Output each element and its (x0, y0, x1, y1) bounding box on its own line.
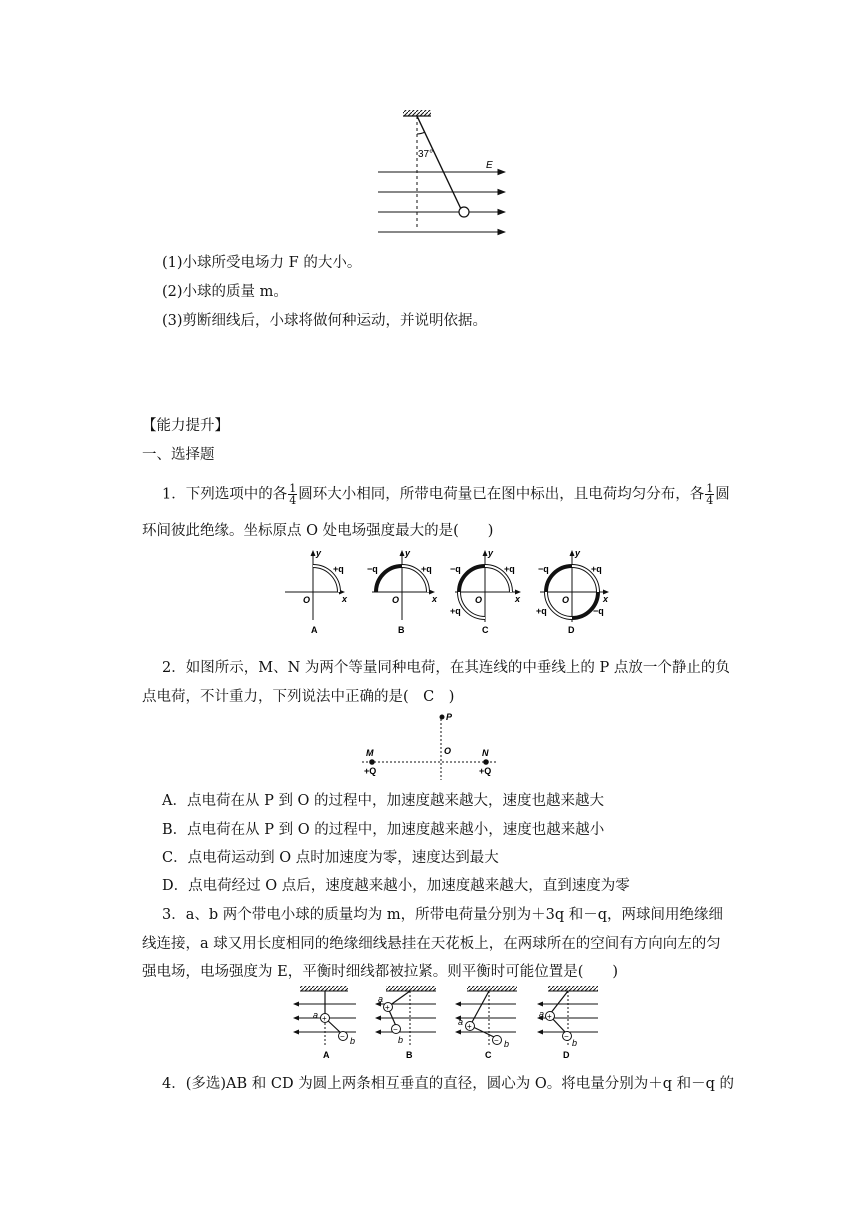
svg-text:O: O (562, 595, 570, 605)
svg-text:M: M (366, 748, 374, 758)
svg-text:+: + (385, 1003, 390, 1012)
svg-text:+q: +q (591, 564, 602, 574)
svg-text:−: − (564, 1032, 569, 1041)
svg-text:y: y (405, 548, 411, 558)
svg-text:+Q: +Q (364, 766, 377, 776)
q4-line1: 4．(多选)AB 和 CD 为圆上两条相互垂直的直径，圆心为 O。将电量分别为＋q 和－q 的 (162, 1076, 734, 1092)
q2-choice-b: B．点电荷在从 P 到 O 的过程中，加速度越来越小，速度也越来越小 (162, 822, 605, 838)
q3-option-b-diagram (376, 986, 436, 1045)
q1-option-c-label: C (482, 625, 489, 635)
svg-text:−q: −q (593, 606, 604, 616)
svg-text:b: b (572, 1038, 578, 1048)
angle-label: 37° (418, 149, 434, 160)
q2-line2: 点电荷，不计重力，下列说法中正确的是( C ) (142, 689, 455, 705)
svg-text:x: x (432, 594, 438, 604)
q1-line2: 环间彼此绝缘。坐标原点 O 处电场强度最大的是( ) (142, 523, 494, 539)
q2-choice-d: D．点电荷经过 O 点后，速度越来越小，加速度越来越大，直到速度为零 (162, 878, 630, 894)
svg-text:a: a (458, 1017, 464, 1027)
question-part-1: (1)小球所受电场力 F 的大小。 (162, 255, 362, 271)
section-subtitle: 一、选择题 (142, 447, 215, 463)
svg-text:a: a (378, 994, 384, 1004)
svg-text:a: a (539, 1009, 545, 1019)
svg-text:O: O (303, 595, 311, 605)
q3-option-d-label: D (563, 1050, 570, 1060)
svg-text:+: + (322, 1014, 327, 1023)
q2-choice-a: A．点电荷在从 P 到 O 的过程中，加速度越来越大，速度也越来越大 (162, 793, 605, 809)
q3-line2: 线连接，a 球又用长度相同的绝缘细线悬挂在天花板上，在两球所在的空间有方向向左的匀 (142, 936, 721, 952)
fraction: $\frac{1}{4}$ (289, 482, 297, 507)
q3-option-a-diagram (294, 986, 356, 1046)
svg-text:+Q: +Q (479, 766, 492, 776)
q1-line1: 1．下列选项中的各 $\frac{1}{4}$ 圆环大小相同，所带电荷量已在图中标出，且电荷均匀分布，各 $\frac{1}{4}$ 圆 (162, 482, 730, 507)
svg-text:N: N (482, 748, 489, 758)
fraction: $\frac{1}{4}$ (706, 482, 714, 507)
svg-text:−q: −q (450, 564, 461, 574)
svg-text:y: y (488, 548, 494, 558)
svg-text:y: y (316, 548, 322, 558)
svg-text:b: b (350, 1036, 356, 1046)
q2-line1: 2．如图所示，M、N 为两个等量同种电荷，在其连线的中垂线上的 P 点放一个静止的负 (162, 660, 730, 676)
svg-text:−: − (340, 1032, 345, 1041)
q3-line3: 强电场，电场强度为 E，平衡时细线都被拉紧。则平衡时可能位置是( ) (142, 964, 619, 980)
svg-text:y: y (575, 548, 581, 558)
svg-text:+: + (467, 1022, 472, 1031)
svg-text:+q: +q (421, 564, 432, 574)
svg-text:O: O (475, 595, 483, 605)
svg-text:+q: +q (504, 564, 515, 574)
q2-choice-c: C．点电荷运动到 O 点时加速度为零，速度达到最大 (162, 850, 499, 866)
svg-text:P: P (446, 712, 453, 722)
q3-option-d-diagram (538, 986, 598, 1048)
q1-option-d-label: D (568, 625, 575, 635)
svg-text:+q: +q (536, 606, 547, 616)
svg-text:x: x (515, 594, 521, 604)
q3-option-b-label: B (406, 1050, 413, 1060)
svg-text:x: x (342, 594, 348, 604)
svg-text:b: b (504, 1039, 510, 1049)
section-title: 【能力提升】 (142, 418, 229, 434)
svg-text:−: − (393, 1025, 398, 1034)
svg-text:−q: −q (367, 564, 378, 574)
q3-option-c-label: C (485, 1050, 492, 1060)
q3-option-a-label: A (323, 1050, 330, 1060)
q3-line1: 3．a、b 两个带电小球的质量均为 m，所带电荷量分别为＋3q 和－q，两球间用绝缘细 (162, 907, 724, 923)
svg-text:a: a (313, 1010, 319, 1020)
question-part-2: (2)小球的质量 m。 (162, 284, 288, 300)
svg-text:+q: +q (450, 606, 461, 616)
field-label: E (486, 160, 493, 171)
q1-option-a-label: A (311, 625, 318, 635)
svg-text:b: b (398, 1035, 404, 1045)
svg-text:−: − (494, 1036, 499, 1045)
q1-option-b-label: B (398, 625, 405, 635)
svg-text:+: + (547, 1012, 552, 1021)
svg-text:O: O (444, 746, 452, 756)
svg-text:+q: +q (333, 564, 344, 574)
svg-text:−q: −q (538, 564, 549, 574)
q3-option-c-diagram (456, 986, 517, 1049)
svg-text:O: O (392, 595, 400, 605)
question-part-3: (3)剪断细线后，小球将做何种运动，并说明依据。 (162, 313, 488, 329)
svg-text:x: x (603, 594, 609, 604)
